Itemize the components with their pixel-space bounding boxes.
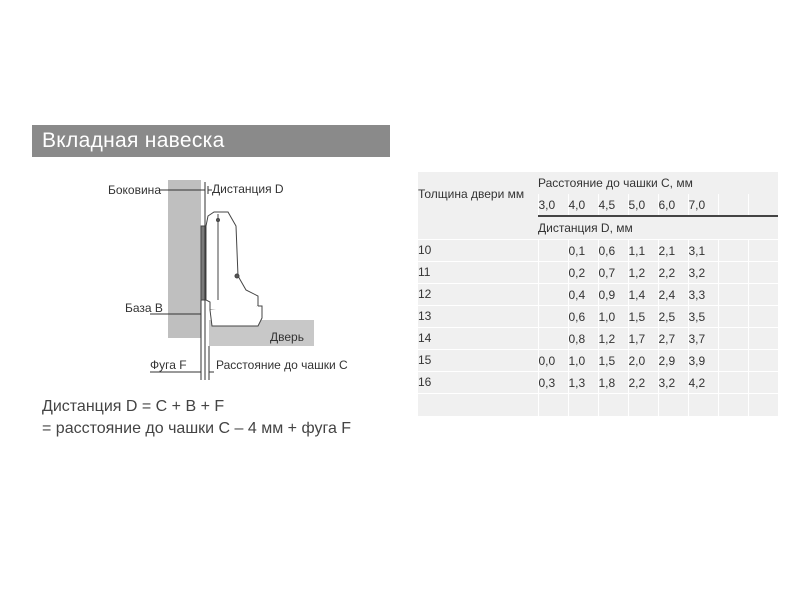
distance-value-cell: 3,3 xyxy=(688,284,718,306)
distance-value-cell xyxy=(718,284,748,306)
distance-value-cell xyxy=(538,306,568,328)
label-gap-f: Фуга F xyxy=(150,358,187,372)
distance-value-cell: 1,0 xyxy=(598,306,628,328)
thickness-cell: 13 xyxy=(418,306,538,328)
distance-value-cell xyxy=(718,240,748,262)
cup-value-cell: 6,0 xyxy=(658,194,688,216)
distance-value-cell xyxy=(718,350,748,372)
table-row xyxy=(418,394,778,416)
distance-value-cell xyxy=(688,394,718,416)
distance-value-cell xyxy=(718,394,748,416)
distance-value-cell xyxy=(568,394,598,416)
distance-value-cell: 2,1 xyxy=(658,240,688,262)
distance-value-cell xyxy=(598,394,628,416)
distance-value-cell xyxy=(718,262,748,284)
distance-value-cell: 4,2 xyxy=(688,372,718,394)
distance-value-cell xyxy=(538,240,568,262)
distance-value-cell: 1,5 xyxy=(598,350,628,372)
distance-value-cell xyxy=(538,284,568,306)
distance-value-cell: 2,5 xyxy=(658,306,688,328)
label-door: Дверь xyxy=(270,330,304,344)
distance-value-cell: 1,0 xyxy=(568,350,598,372)
distance-header: Дистанция D, мм xyxy=(538,216,778,240)
distance-value-cell: 3,1 xyxy=(688,240,718,262)
distance-table xyxy=(418,172,778,416)
cup-header: Расстояние до чашки C, мм xyxy=(538,172,778,194)
thickness-cell: 10 xyxy=(418,240,538,262)
distance-value-cell: 0,2 xyxy=(568,262,598,284)
distance-value-cell: 1,8 xyxy=(598,372,628,394)
thickness-cell xyxy=(418,394,538,416)
label-base-b: База B xyxy=(125,301,163,315)
distance-value-cell xyxy=(538,262,568,284)
thickness-cell: 16 xyxy=(418,372,538,394)
distance-value-cell xyxy=(748,350,778,372)
cup-value-cell: 7,0 xyxy=(688,194,718,216)
table-row xyxy=(418,306,778,328)
table-row xyxy=(418,372,778,394)
distance-value-cell: 2,9 xyxy=(658,350,688,372)
distance-value-cell: 0,7 xyxy=(598,262,628,284)
cup-value-cell: 5,0 xyxy=(628,194,658,216)
distance-value-cell xyxy=(748,240,778,262)
cup-value-cell: 4,0 xyxy=(568,194,598,216)
table-row xyxy=(418,328,778,350)
distance-value-cell: 0,1 xyxy=(568,240,598,262)
thickness-cell: 15 xyxy=(418,350,538,372)
distance-value-cell: 2,0 xyxy=(628,350,658,372)
distance-value-cell: 0,6 xyxy=(568,306,598,328)
distance-value-cell xyxy=(658,394,688,416)
distance-value-cell: 0,8 xyxy=(568,328,598,350)
distance-value-cell xyxy=(538,328,568,350)
thickness-cell: 12 xyxy=(418,284,538,306)
distance-value-cell xyxy=(748,284,778,306)
distance-value-cell xyxy=(748,328,778,350)
distance-value-cell: 3,7 xyxy=(688,328,718,350)
label-cup-distance-c: Расстояние до чашки C xyxy=(216,358,348,372)
thickness-cell: 14 xyxy=(418,328,538,350)
cup-value-cell xyxy=(718,194,748,216)
formula-line-1: Дистанция D = C + B + F xyxy=(42,398,225,415)
table-row xyxy=(418,284,778,306)
distance-value-cell xyxy=(748,262,778,284)
distance-value-cell xyxy=(718,372,748,394)
distance-value-cell: 3,9 xyxy=(688,350,718,372)
distance-value-cell: 2,4 xyxy=(658,284,688,306)
distance-value-cell xyxy=(718,306,748,328)
distance-value-cell: 0,0 xyxy=(538,350,568,372)
thickness-cell: 11 xyxy=(418,262,538,284)
cup-value-cell xyxy=(748,194,778,216)
distance-value-cell: 1,2 xyxy=(598,328,628,350)
distance-value-cell: 0,3 xyxy=(538,372,568,394)
distance-value-cell: 3,5 xyxy=(688,306,718,328)
table-row xyxy=(418,240,778,262)
distance-value-cell: 1,1 xyxy=(628,240,658,262)
label-distance-d: Дистанция D xyxy=(212,182,284,196)
distance-value-cell: 1,7 xyxy=(628,328,658,350)
distance-value-cell xyxy=(718,328,748,350)
table-row xyxy=(418,350,778,372)
distance-value-cell xyxy=(538,394,568,416)
distance-value-cell: 1,4 xyxy=(628,284,658,306)
cup-value-cell: 4,5 xyxy=(598,194,628,216)
hinge-drawing xyxy=(201,212,262,326)
section-title: Вкладная навеска xyxy=(32,125,390,157)
distance-value-cell: 0,9 xyxy=(598,284,628,306)
distance-value-cell: 1,3 xyxy=(568,372,598,394)
label-side: Боковина xyxy=(108,183,161,197)
distance-value-cell xyxy=(748,372,778,394)
distance-value-cell: 3,2 xyxy=(658,372,688,394)
thickness-header: Толщина двери мм xyxy=(418,172,538,216)
distance-value-cell: 0,6 xyxy=(598,240,628,262)
distance-value-cell: 2,2 xyxy=(628,372,658,394)
distance-value-cell: 3,2 xyxy=(688,262,718,284)
distance-value-cell xyxy=(628,394,658,416)
table-row xyxy=(418,262,778,284)
distance-value-cell: 0,4 xyxy=(568,284,598,306)
distance-value-cell: 2,7 xyxy=(658,328,688,350)
distance-value-cell: 2,2 xyxy=(658,262,688,284)
distance-value-cell: 1,5 xyxy=(628,306,658,328)
distance-value-cell xyxy=(748,306,778,328)
distance-value-cell xyxy=(748,394,778,416)
formula-line-2: = расстояние до чашки C – 4 мм + фуга F xyxy=(42,420,352,437)
cup-value-cell: 3,0 xyxy=(538,194,568,216)
distance-value-cell: 1,2 xyxy=(628,262,658,284)
